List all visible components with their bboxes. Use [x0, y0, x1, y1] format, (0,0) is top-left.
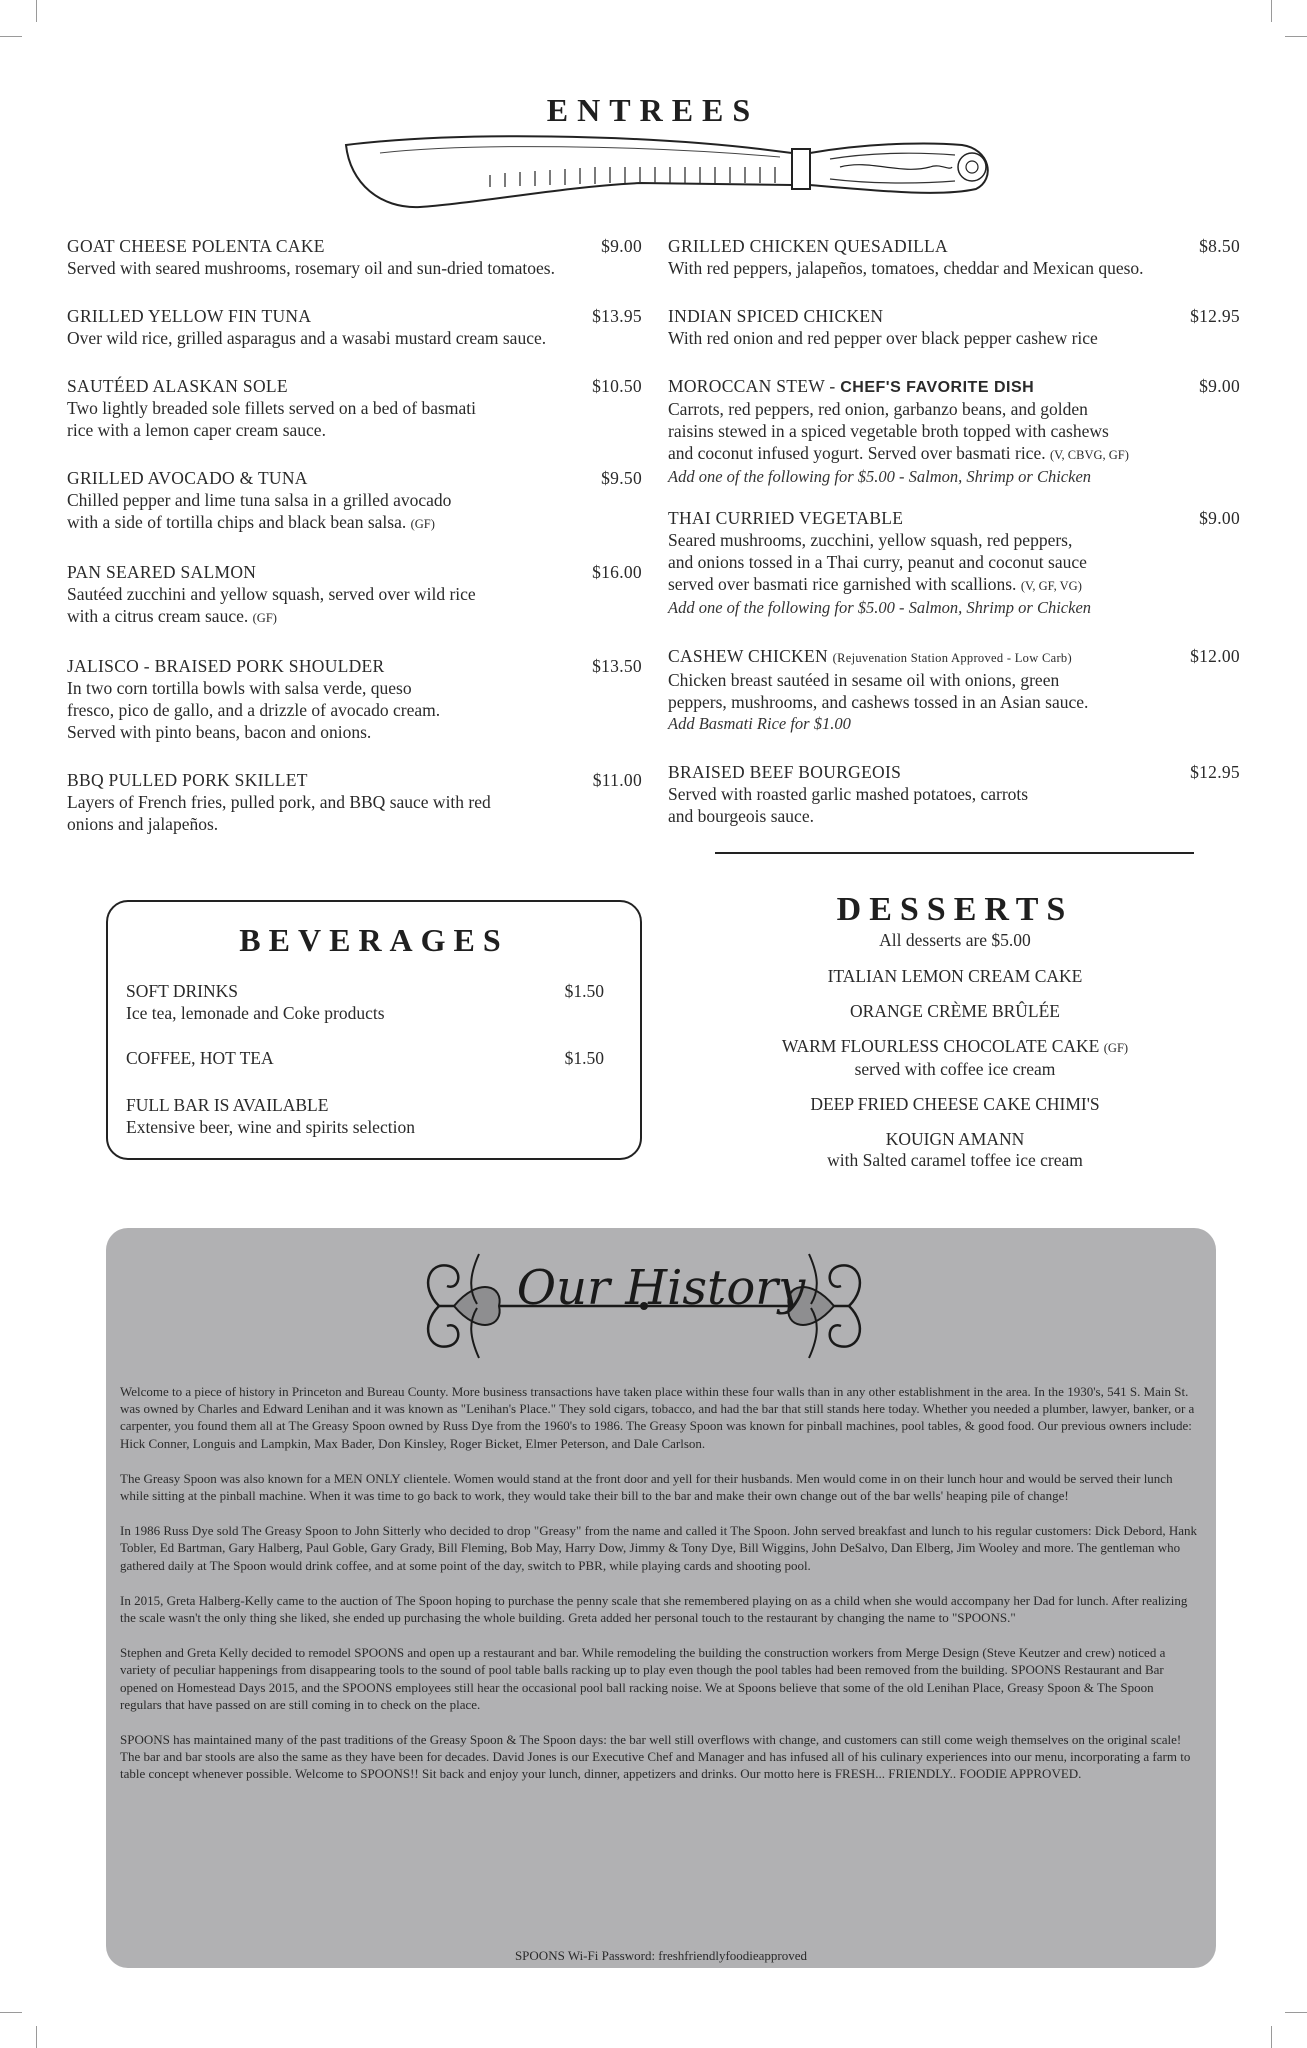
diet-tag: (GF) [252, 611, 277, 625]
item-price: $12.95 [1190, 306, 1240, 326]
menu-item [67, 468, 642, 535]
item-price: $9.50 [601, 468, 642, 488]
section-divider [715, 852, 1194, 854]
item-description: raisins stewed in a spiced vegetable broth topped with cashews [668, 421, 1109, 441]
item-description: Seared mushrooms, zucchini, yellow squash, red peppers, [668, 530, 1073, 550]
item-price: $8.50 [1199, 236, 1240, 256]
item-addon: Add one of the following for $5.00 - Salmon, Shrimp or Chicken [668, 467, 1092, 486]
dessert-name: DEEP FRIED CHEESE CAKE CHIMI'S [810, 1094, 1100, 1114]
item-description: Two lightly breaded sole fillets served on a bed of basmati [67, 398, 476, 418]
dessert-item [700, 1001, 1210, 1022]
history-paragraph: Welcome to a piece of history in Princeton and Bureau County. More business transactions have taken place within these four walls than in any other establishment in the area. In the 1930's, 541 S. Main St. was owned by Charles and Edward Lenihan and it was known as "Lenihan's Place." They sold cigars, tobacco, and had the bar that still stands here today. Whether you needed a plumber, lawyer, banker, or a carpenter, you found them all at The Greasy Spoon owned by Russ Dye from the 1960's to 1986. The Greasy Spoon was known for pinball machines, pool tables, & good food. Our previous owners include: Hick Conner, Longuis and Lampkin, Max Bader, Don Kinsley, Roger Bicket, Elmer Peterson, and Dale Carlson. [120, 1384, 1195, 1451]
item-description: with a side of tortilla chips and black bean salsa. [67, 512, 407, 532]
crop-mark [1285, 36, 1307, 37]
entrees-right-column [668, 236, 1240, 854]
item-description: and onions tossed in a Thai curry, peanut and coconut sauce [668, 552, 1087, 572]
item-price: $13.95 [592, 306, 642, 326]
item-price: $13.50 [592, 656, 642, 676]
beverage-item [126, 1094, 604, 1138]
item-description: peppers, mushrooms, and cashews tossed in an Asian sauce. [668, 692, 1089, 712]
item-price: $9.00 [1199, 508, 1240, 528]
beverages-heading: BEVERAGES [239, 922, 509, 958]
item-description: In two corn tortilla bowls with salsa verde, queso [67, 678, 412, 698]
crop-mark [0, 2012, 22, 2013]
menu-item [668, 236, 1240, 279]
item-price: $16.00 [592, 562, 642, 582]
item-price: $9.00 [601, 236, 642, 256]
wifi-password: SPOONS Wi-Fi Password: freshfriendlyfoodieapproved [514, 1948, 808, 1963]
entrees-left-column [67, 236, 642, 862]
item-description: Sautéed zucchini and yellow squash, served over wild rice [67, 584, 476, 604]
item-price: $10.50 [592, 376, 642, 396]
item-price: $12.00 [1190, 646, 1240, 666]
menu-item [67, 306, 642, 349]
item-description: onions and jalapeños. [67, 814, 219, 834]
item-description: With red peppers, jalapeños, tomatoes, cheddar and Mexican queso. [668, 258, 1144, 278]
history-paragraph: SPOONS has maintained many of the past traditions of the Greasy Spoon & The Spoon days: the bar well still overflows with change, and customers can still come weigh themselves on the original scale! The bar and bar stools are also the same as they have been for decades. David Jones is our Executive Chef and Manager and has infused all of his culinary experiences into our menu, incorporating a farm to table concept whenever possible. Welcome to SPOONS!! Sit back and enjoy your lunch, dinner, appetizers and drinks. Our motto here is FRESH... FRIENDLY.. FOODIE APPROVED. [120, 1732, 1191, 1782]
item-name: BBQ PULLED PORK SKILLET [67, 770, 308, 790]
item-description: Over wild rice, grilled asparagus and a wasabi mustard cream sauce. [67, 328, 547, 348]
dessert-description: served with coffee ice cream [854, 1059, 1056, 1079]
item-name: THAI CURRIED VEGETABLE [668, 508, 904, 528]
diet-tag: (GF) [410, 517, 435, 531]
menu-item [668, 762, 1240, 827]
item-description: Served with pinto beans, bacon and onions. [67, 722, 372, 742]
menu-item [668, 646, 1240, 735]
entrees-heading: ENTREES [546, 92, 760, 128]
item-name: PAN SEARED SALMON [67, 562, 257, 582]
diet-tag: (V, CBVG, GF) [1049, 448, 1129, 462]
item-name: GRILLED CHICKEN QUESADILLA [668, 236, 948, 256]
beverage-description: Ice tea, lemonade and Coke products [126, 1003, 385, 1023]
crop-mark [1271, 0, 1272, 22]
dessert-item [700, 1036, 1210, 1080]
item-description: Chicken breast sautéed in sesame oil with onions, green [668, 670, 1060, 690]
beverage-name: COFFEE, HOT TEA [126, 1048, 274, 1068]
item-description: Carrots, red peppers, red onion, garbanzo beans, and golden [668, 399, 1088, 419]
item-name: GRILLED AVOCADO & TUNA [67, 468, 308, 488]
crop-mark [1271, 2026, 1272, 2048]
history-paragraph: The Greasy Spoon was also known for a MEN ONLY clientele. Women would stand at the front door and yell for their husbands. Men would come in on their lunch hour and would be served their lunch while sitting at the pinball machine. When it was time to go back to work, they would take their bill to the bar and make their own change out of the bar wells' heaping pile of change! [120, 1470, 1173, 1504]
menu-item [67, 656, 642, 743]
item-name: GOAT CHEESE POLENTA CAKE [67, 236, 325, 256]
menu-item [67, 236, 642, 279]
item-description: Layers of French fries, pulled pork, and BBQ sauce with red [67, 792, 491, 812]
beverage-item [126, 1047, 604, 1069]
desserts-section [700, 890, 1210, 1171]
dessert-item [700, 966, 1210, 987]
dessert-name: KOUIGN AMANN [885, 1129, 1025, 1149]
dessert-name: ITALIAN LEMON CREAM CAKE [827, 966, 1083, 986]
beverage-name: FULL BAR IS AVAILABLE [126, 1095, 329, 1115]
history-paragraph: Stephen and Greta Kelly decided to remodel SPOONS and open up a restaurant and bar. While remodeling the building the construction workers from Merge Design (Steve Keutzer and crew) noticed a variety of peculiar happenings from disappearing tools to the sound of pool table balls racking up to play even though the pool tables had been removed from the building. SPOONS Restaurant and Bar opened on Homestead Days 2015, and the SPOONS employees still hear the occasional pool ball racking noise. We at Spoons believe that some of the old Lenihan Place, Greasy Spoon & The Spoon regulars that have passed on are still coming in to check on the place. [120, 1645, 1166, 1712]
menu-item [67, 770, 642, 835]
item-addon: Add Basmati Rice for $1.00 [668, 714, 851, 733]
item-name: GRILLED YELLOW FIN TUNA [67, 306, 312, 326]
dessert-description: with Salted caramel toffee ice cream [827, 1150, 1083, 1170]
item-price: $9.00 [1199, 376, 1240, 396]
beverage-item [126, 980, 604, 1024]
diet-tag: (GF) [1103, 1041, 1129, 1055]
item-addon: Add one of the following for $5.00 - Salmon, Shrimp or Chicken [668, 598, 1092, 617]
desserts-price-note: All desserts are $5.00 [879, 930, 1031, 950]
item-description: With red onion and red pepper over black pepper cashew rice [668, 328, 1098, 348]
knife-icon [340, 123, 1000, 215]
history-paragraph: In 1986 Russ Dye sold The Greasy Spoon to John Sitterly who decided to drop "Greasy" from the name and called it The Spoon. John served breakfast and lunch to his regular customers: Dick Debord, Hank Tobler, Ed Bartman, Gary Halberg, Paul Goble, Gary Grady, Bill Fleming, Bob May, Harry Dow, Jimmy & Tony Dye, Bill Wiggins, John DeSalvo, Dan Elberg, Jim Wooley and more. The gentleman who gathered daily at The Spoon would drink coffee, and at some point of the day, switch to PBR, while playing cards and shooting pool. [120, 1523, 1197, 1573]
menu-item [668, 306, 1240, 349]
chef-favorite-label: CHEF'S FAVORITE DISH [840, 379, 1035, 396]
crop-mark [36, 2026, 37, 2048]
history-paragraph: In 2015, Greta Halberg-Kelly came to the auction of The Spoon hoping to purchase the penny scale that she remembered playing on as a child when she would accompany her Dad for lunch. After realizing the scale wasn't the only thing she liked, she ended up purchasing the whole building. Greta added her personal touch to the restaurant by changing the name to "SPOONS." [120, 1592, 1188, 1626]
item-description: Served with roasted garlic mashed potatoes, carrots [668, 784, 1029, 804]
menu-item [668, 508, 1240, 619]
beverage-description: Extensive beer, wine and spirits selection [126, 1117, 415, 1137]
dessert-name: WARM FLOURLESS CHOCOLATE CAKE [781, 1036, 1100, 1056]
item-name: SAUTÉED ALASKAN SOLE [67, 376, 288, 396]
beverage-name: SOFT DRINKS [126, 981, 238, 1001]
item-note: (Rejuvenation Station Approved - Low Carb) [832, 651, 1072, 665]
item-description: served over basmati rice garnished with scallions. [668, 574, 1017, 594]
dessert-name: ORANGE CRÈME BRÛLÉE [850, 1001, 1060, 1021]
item-description: with a citrus cream sauce. [67, 606, 249, 626]
beverages-box [106, 900, 642, 1160]
item-price: $11.00 [592, 770, 642, 790]
menu-item [67, 376, 642, 441]
desserts-heading: DESSERTS [836, 891, 1074, 928]
history-title: Our History [516, 1260, 806, 1316]
item-description: Served with seared mushrooms, rosemary oil and sun-dried tomatoes. [67, 258, 555, 278]
crop-mark [36, 0, 37, 22]
item-description: rice with a lemon caper cream sauce. [67, 420, 326, 440]
item-name: INDIAN SPICED CHICKEN [668, 306, 884, 326]
menu-item [668, 376, 1240, 488]
item-description: Chilled pepper and lime tuna salsa in a grilled avocado [67, 490, 452, 510]
history-panel [106, 1228, 1216, 1968]
item-name: MOROCCAN STEW - [668, 376, 841, 396]
item-description: and bourgeois sauce. [668, 806, 814, 826]
beverage-price: $1.50 [564, 981, 604, 1001]
crop-mark [1285, 2012, 1307, 2013]
item-description: and coconut infused yogurt. Served over basmati rice. [668, 443, 1046, 463]
item-name: JALISCO - BRAISED PORK SHOULDER [67, 656, 385, 676]
crop-mark [0, 36, 22, 37]
item-name: BRAISED BEEF BOURGEOIS [668, 762, 902, 782]
item-price: $12.95 [1190, 762, 1240, 782]
dessert-item [700, 1129, 1210, 1171]
item-name: CASHEW CHICKEN [668, 646, 828, 666]
menu-item [67, 562, 642, 629]
item-description: fresco, pico de gallo, and a drizzle of avocado cream. [67, 700, 441, 720]
beverage-price: $1.50 [564, 1048, 604, 1068]
diet-tag: (V, GF, VG) [1020, 579, 1082, 593]
dessert-item [700, 1094, 1210, 1115]
